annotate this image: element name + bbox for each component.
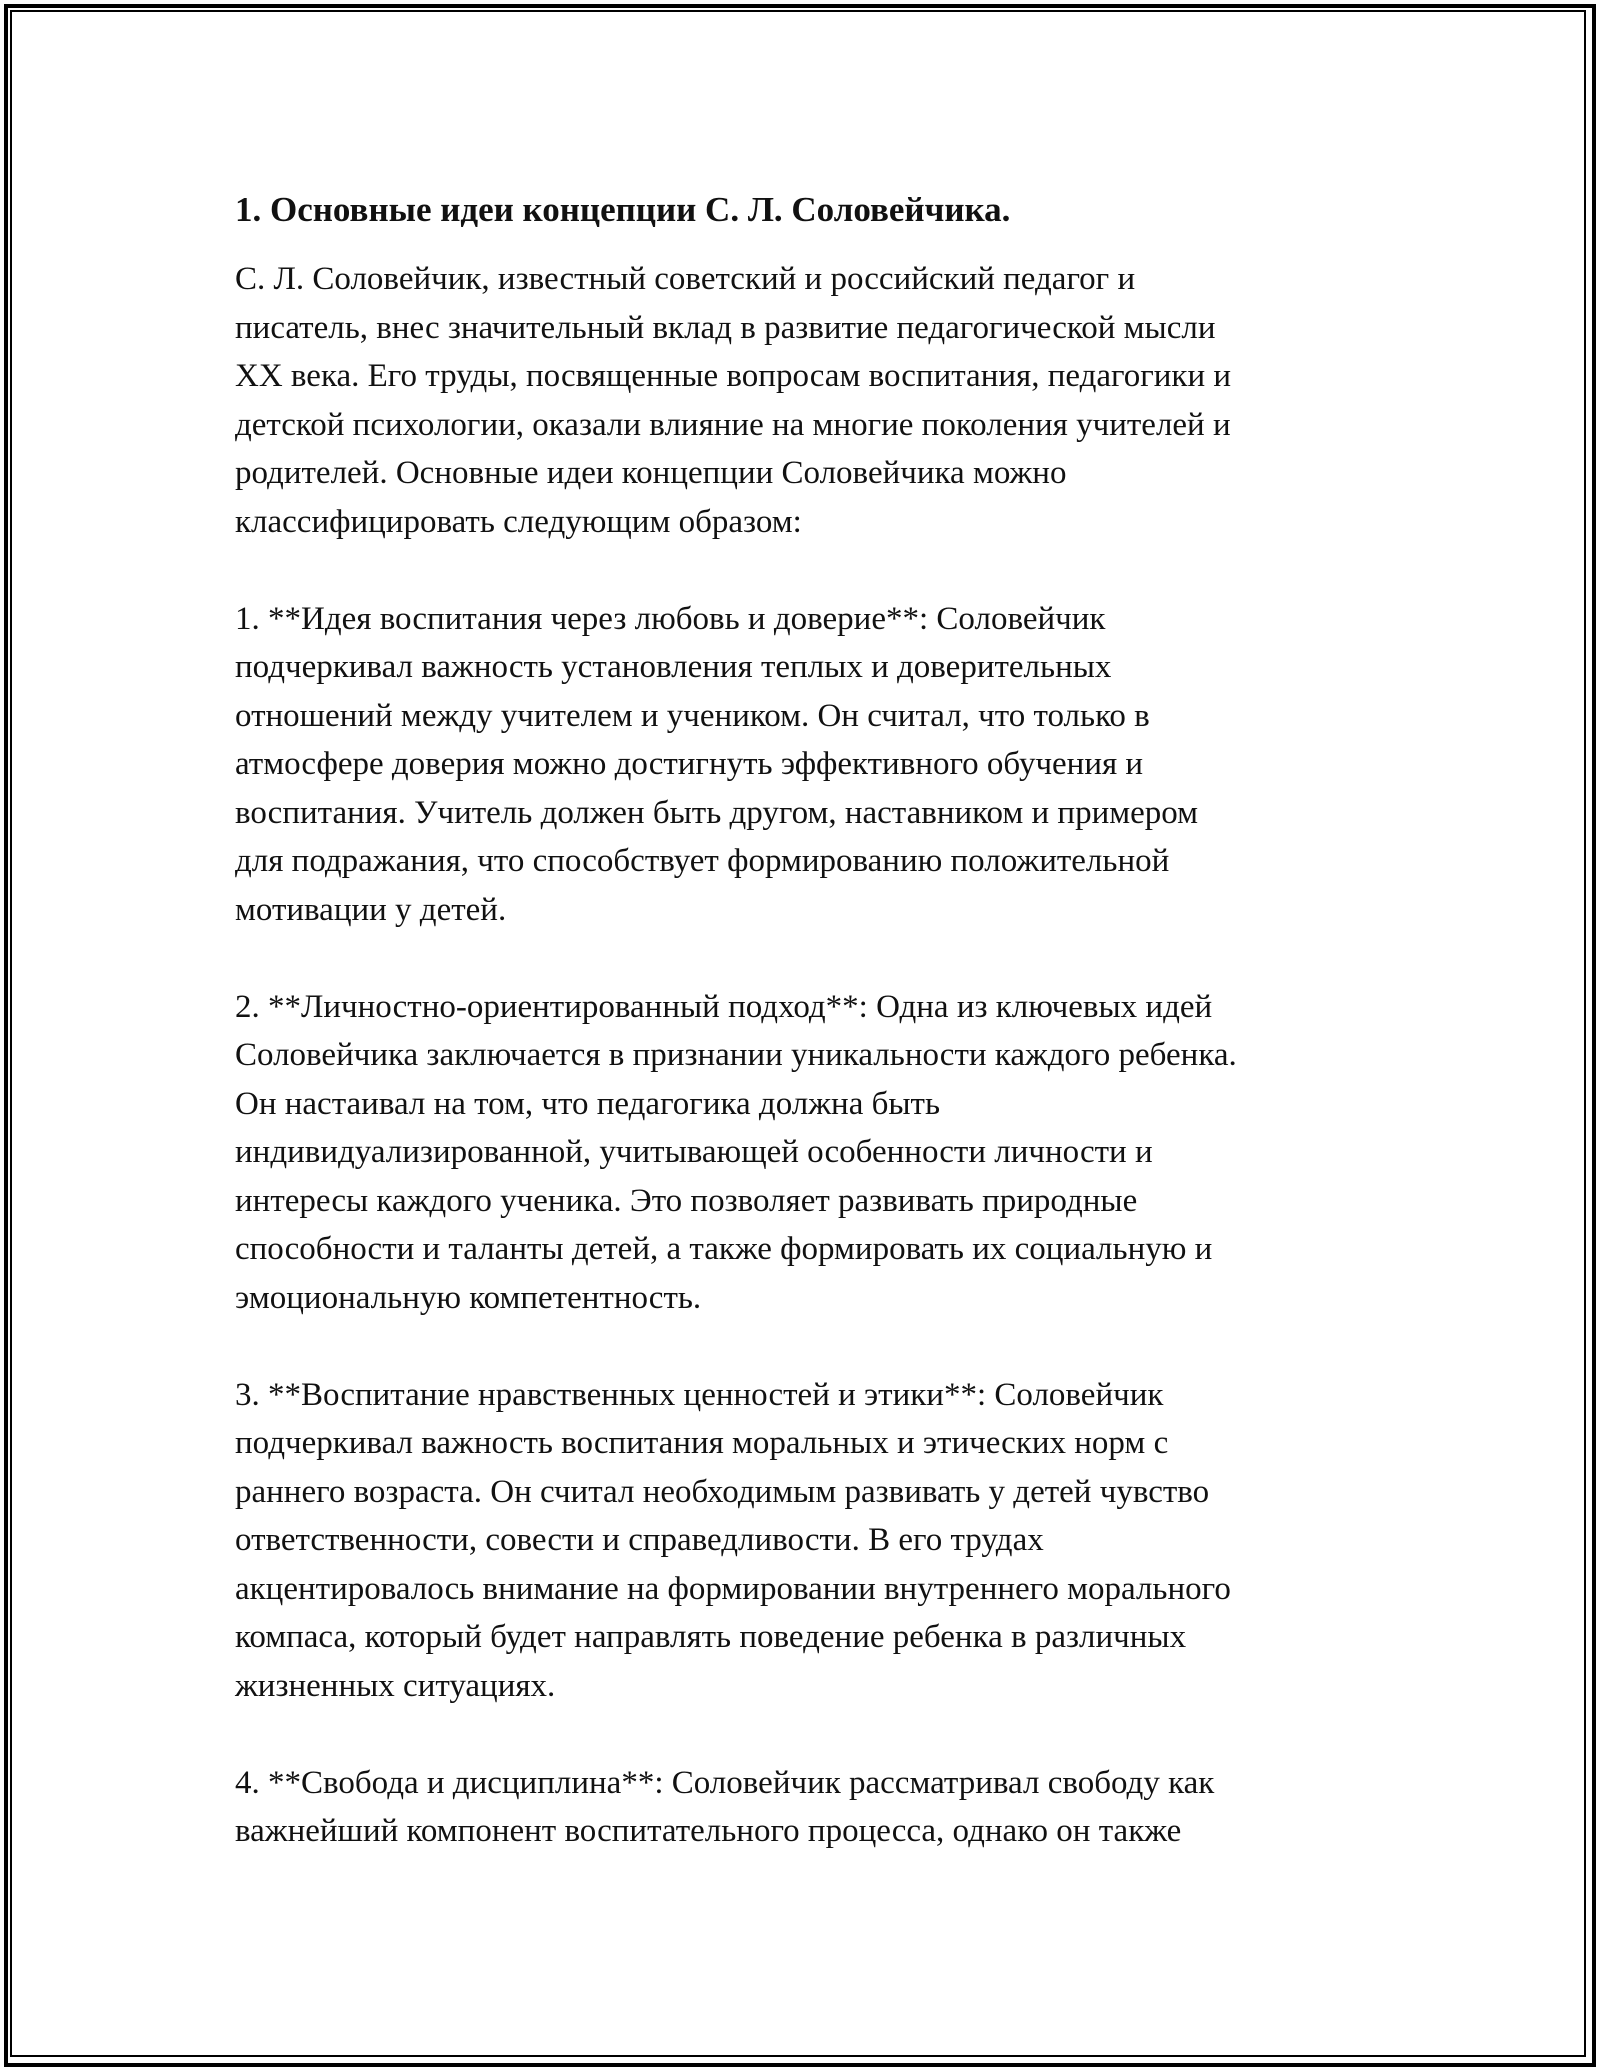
text-line: подчеркивал важность воспитания моральных и этических норм с bbox=[235, 1425, 1169, 1461]
text-line: С. Л. Соловейчик, известный советский и российский педагог и bbox=[235, 261, 1136, 297]
text-line: XX века. Его труды, посвященные вопросам воспитания, педагогики и bbox=[235, 358, 1232, 394]
text-line: классифицировать следующим образом: bbox=[235, 503, 802, 540]
text-line: атмосфере доверия можно достигнуть эффективного обучения и bbox=[235, 746, 1144, 782]
text-line: акцентировалось внимание на формировании внутреннего морального bbox=[235, 1570, 1231, 1607]
text-line: важнейший компонент воспитательного процесса, однако он также bbox=[235, 1813, 1182, 1849]
text-line: 2. **Личностно-ориентированный подход**: Одна из ключевых идей bbox=[235, 988, 1213, 1025]
text-line: жизненных ситуациях. bbox=[235, 1667, 556, 1704]
text-line: индивидуализированной, учитывающей особенности личности и bbox=[235, 1134, 1153, 1170]
text-line: Он настаивал на том, что педагогика должна быть bbox=[235, 1085, 941, 1122]
text-line: подчеркивал важность установления теплых и доверительных bbox=[235, 649, 1112, 685]
paragraph-4 bbox=[235, 1371, 1395, 1711]
paragraph-3 bbox=[235, 983, 1395, 1323]
text-line: эмоциональную компетентность. bbox=[235, 1279, 702, 1316]
paragraph-1 bbox=[235, 255, 1395, 546]
paragraph-5 bbox=[235, 1759, 1395, 1856]
paragraph-list bbox=[235, 255, 1395, 1856]
text-line: раннего возраста. Он считал необходимым развивать у детей чувство bbox=[235, 1473, 1210, 1510]
paragraph-2 bbox=[235, 595, 1395, 935]
text-line: способности и таланты детей, а также формировать их социальную и bbox=[235, 1231, 1213, 1267]
text-line: отношений между учителем и учеником. Он считал, что только в bbox=[235, 697, 1150, 734]
text-line: Соловейчика заключается в признании уникальности каждого ребенка. bbox=[235, 1037, 1237, 1073]
text-line: 1. **Идея воспитания через любовь и доверие**: Соловейчик bbox=[235, 600, 1106, 637]
text-line: мотивации у детей. bbox=[235, 891, 507, 928]
text-line: ответственности, совести и справедливости. В его трудах bbox=[235, 1522, 1044, 1558]
text-line: родителей. Основные идеи концепции Соловейчика можно bbox=[235, 455, 1067, 491]
document-body bbox=[235, 188, 1395, 1904]
text-line: компаса, который будет направлять поведение ребенка в различных bbox=[235, 1619, 1187, 1655]
text-line: детской психологии, оказали влияние на многие поколения учителей и bbox=[235, 406, 1231, 443]
text-line: для подражания, что способствует формированию положительной bbox=[235, 843, 1170, 879]
text-line: интересы каждого ученика. Это позволяет развивать природные bbox=[235, 1182, 1138, 1219]
section-heading: 1. Основные идеи концепции С. Л. Соловейчика. bbox=[235, 190, 1011, 229]
text-line: воспитания. Учитель должен быть другом, наставником и примером bbox=[235, 794, 1199, 831]
text-line: 4. **Свобода и дисциплина**: Соловейчик рассматривал свободу как bbox=[235, 1764, 1215, 1801]
text-line: 3. **Воспитание нравственных ценностей и этики**: Соловейчик bbox=[235, 1376, 1164, 1413]
text-line: писатель, внес значительный вклад в развитие педагогической мысли bbox=[235, 309, 1216, 346]
